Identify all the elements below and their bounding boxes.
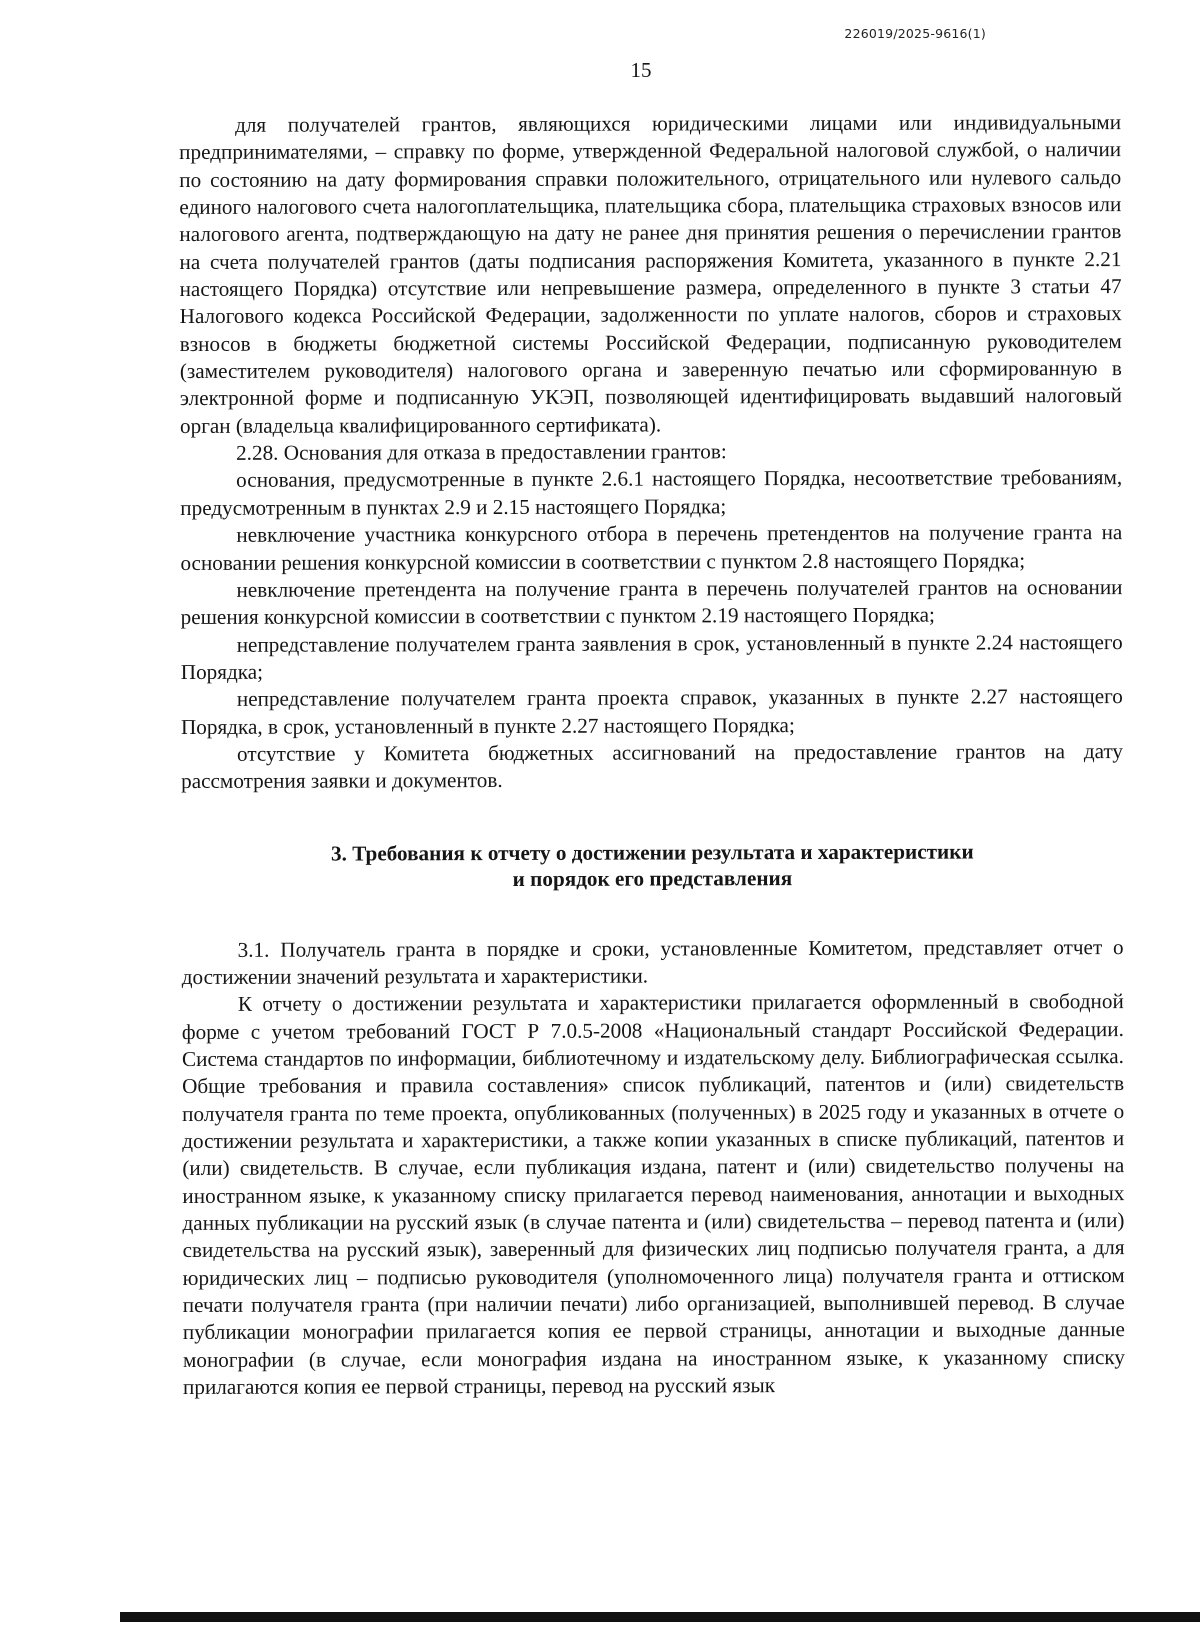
section-3-heading-line-1: 3. Требования к отчету о достижении результата и характеристики [330, 839, 974, 866]
paragraph-tax-certificate: для получателей грантов, являющихся юридическими лицами или индивидуальными предпринимателями, – справку по форме, утвержденной Федеральной налоговой службой, о наличии по состоянию на дату формирования справки положительного, отрицательного или нулевого сальдо единого налогового счета налогоплательщика, плательщика сбора, плательщика страховых взносов или налогового агента, подтверждающую на дату не ранее дня принятия решения о перечислении грантов на счета получателей грантов (даты подписания распоряжения Комитета, указанного в пункте 2.21 настоящего Порядка) отсутствие или непревышение размера, определенного в пункте 3 статьи 47 Налогового кодекса Российской Федерации, задолженности по уплате налогов, сборов и страховых взносов в бюджеты бюджетной системы Российской Федерации, подписанную руководителем (заместителем руководителя) налогового органа и заверенную печатью или сформированную в электронной форме и подписанную УКЭП, позволяющей идентифицировать выдавший налоговый орган (владельца квалифицированного сертификата). [179, 110, 1122, 438]
paragraph-2-28-title: 2.28. Основания для отказа в предоставлении грантов: [236, 439, 727, 465]
section-3-heading [181, 838, 1123, 893]
paragraph-refusal-basis-2: невключение участника конкурсного отбора в перечень претендентов на получение гранта на основании решения конкурсной комиссии в соответствии с пунктом 2.8 настоящего Порядка; [180, 520, 1123, 575]
paragraph-refusal-basis-1: основания, предусмотренные в пункте 2.6.1 настоящего Порядка, несоответствие требованиям, предусмотренным в пунктах 2.9 и 2.15 настоящего Порядка; [180, 465, 1123, 520]
paragraph-refusal-basis-5: непредставление получателем гранта проекта справок, указанных в пункте 2.27 настоящего Порядка, в срок, установленный в пункте 2.27 настоящего Порядка; [180, 684, 1123, 739]
page-number: 15 [630, 58, 652, 82]
paragraph-3-1: 3.1. Получатель гранта в порядке и сроки, установленные Комитетом, представляет отчет о достижении значений результата и характеристики. [181, 934, 1124, 989]
paragraph-report-attachments: К отчету о достижении результата и характеристики прилагается оформленный в свободной форме с учетом требований ГОСТ Р 7.0.5-2008 «Национальный стандарт Российской Федерации. Система стандартов по информации, библиотечному и издательскому делу. Библиографическая ссылка. Общие требования и правила составления» список публикаций, патентов и (или) свидетельств получателя гранта по теме проекта, опубликованных (полученных) в 2025 году и указанных в отчете о достижении результата и характеристики, а также копии указанных в списке публикаций, патентов и (или) свидетельств. В случае, если публикация издана, патент и (или) свидетельство получены на иностранном языке, к указанному списку прилагается перевод наименования, аннотации и выходных данных публикации на русский язык (в случае патента и (или) свидетельства – перевод патента и (или) свидетельства на русский язык), заверенный для физических лиц подписью получателя гранта, а для юридических лиц – подписью руководителя (уполномоченного лица) получателя гранта и оттиском печати получателя гранта (при наличии печати) либо организацией, выполнившей перевод. В случае публикации монографии прилагается копия ее первой страницы, аннотации и выходные данные монографии (в случае, если монография издана на иностранном языке, к указанному списку прилагаются копия ее первой страницы, перевод на русский язык [181, 989, 1125, 1400]
paragraph-refusal-basis-3: невключение претендента на получение гранта в перечень получателей грантов на основании решения конкурсной комиссии в соответствии с пунктом 2.19 настоящего Порядка; [180, 574, 1123, 630]
section-3-heading-line-2: и порядок его представления [512, 865, 793, 891]
document-id: 226019/2025-9616(1) [844, 26, 986, 41]
paragraph-refusal-basis-6: отсутствие у Комитета бюджетных ассигнований на предоставление грантов на дату рассмотрения заявки и документов. [181, 738, 1124, 794]
paragraph-refusal-basis-4: непредставление получателем гранта заявления в срок, установленный в пункте 2.24 настоящего Порядка; [180, 629, 1123, 684]
document-body [179, 109, 1125, 1401]
scan-bottom-edge [120, 1612, 1200, 1622]
